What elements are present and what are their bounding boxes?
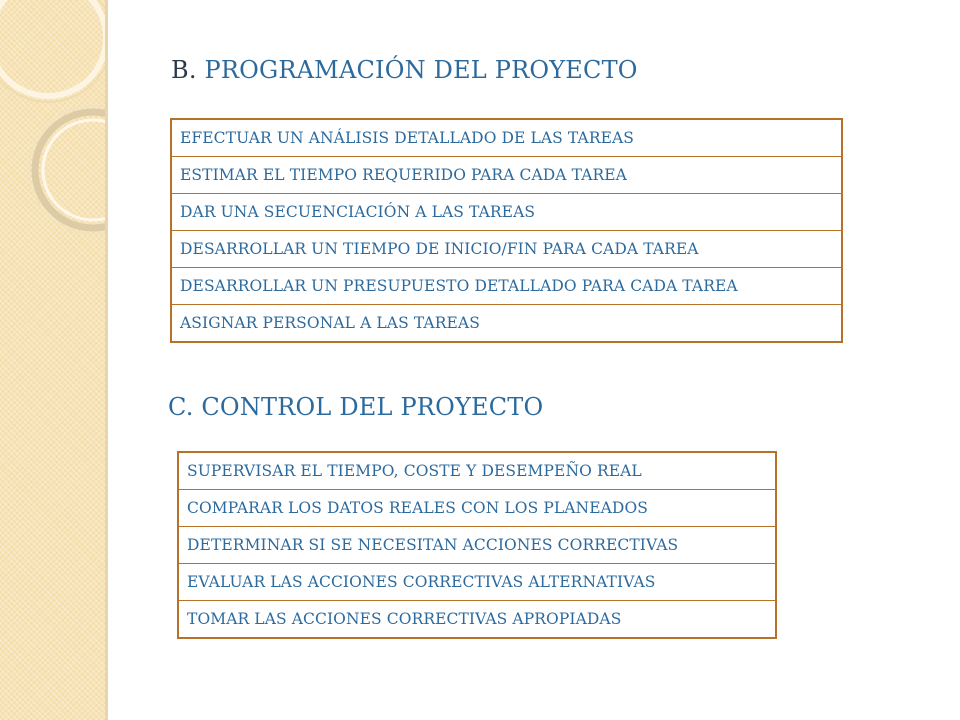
table-cell: SUPERVISAR EL TIEMPO, COSTE Y DESEMPEÑO REAL <box>178 452 776 490</box>
table-cell: EVALUAR LAS ACCIONES CORRECTIVAS ALTERNATIVAS <box>178 564 776 601</box>
table-row <box>178 601 776 639</box>
section-c-table <box>177 451 777 639</box>
table-cell: ASIGNAR PERSONAL A LAS TAREAS <box>171 305 842 343</box>
table-cell: DAR UNA SECUENCIACIÓN A LAS TAREAS <box>171 194 842 231</box>
table-row <box>171 231 842 268</box>
section-b-heading <box>171 56 638 84</box>
table-cell: COMPARAR LOS DATOS REALES CON LOS PLANEADOS <box>178 490 776 527</box>
section-b-table <box>170 118 843 343</box>
table-row <box>171 157 842 194</box>
table-cell: DETERMINAR SI SE NECESITAN ACCIONES CORRECTIVAS <box>178 527 776 564</box>
table-cell: EFECTUAR UN ANÁLISIS DETALLADO DE LAS TAREAS <box>171 119 842 157</box>
table-row <box>171 305 842 343</box>
table-row <box>171 119 842 157</box>
table-cell: DESARROLLAR UN PRESUPUESTO DETALLADO PARA CADA TAREA <box>171 268 842 305</box>
side-panel-edge <box>105 0 108 720</box>
table-row <box>178 564 776 601</box>
decorative-circles <box>0 0 105 300</box>
table-row <box>178 452 776 490</box>
section-b-prefix: B. <box>171 56 197 84</box>
table-row <box>171 268 842 305</box>
table-row <box>178 527 776 564</box>
table-cell: DESARROLLAR UN TIEMPO DE INICIO/FIN PARA CADA TAREA <box>171 231 842 268</box>
table-row <box>171 194 842 231</box>
decorative-side-panel <box>0 0 105 720</box>
table-cell: ESTIMAR EL TIEMPO REQUERIDO PARA CADA TAREA <box>171 157 842 194</box>
section-c-heading: C. CONTROL DEL PROYECTO <box>168 393 544 421</box>
table-row <box>178 490 776 527</box>
section-b-title: PROGRAMACIÓN DEL PROYECTO <box>204 56 638 84</box>
table-cell: TOMAR LAS ACCIONES CORRECTIVAS APROPIADAS <box>178 601 776 639</box>
